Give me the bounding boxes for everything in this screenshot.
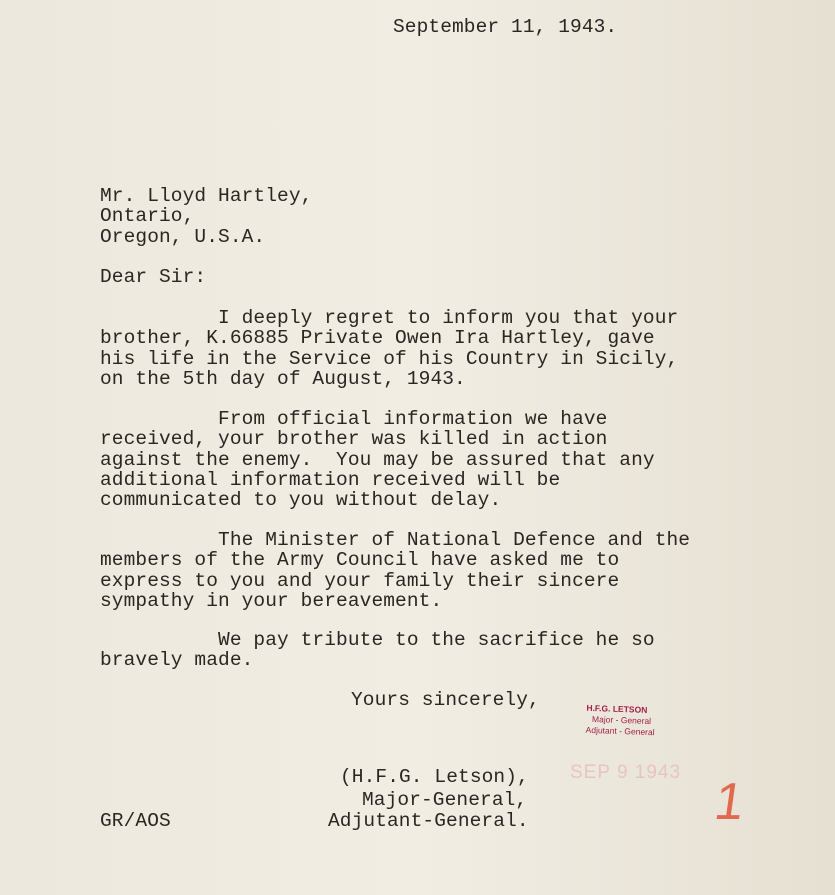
text-line: on the 5th day of August, 1943. [100,367,466,390]
signatory-title: Adjutant-General. [328,810,529,832]
text-line: members of the Army Council have asked me to [100,549,620,572]
text-line: bravely made. [100,649,254,672]
stamp-line: Major - General [591,714,652,727]
signature-stamp [585,703,655,738]
text-line: communicated to you without delay. [100,489,502,512]
text-line: I deeply regret to inform you that your [100,307,679,329]
paragraph-1 [100,308,678,389]
received-stamp: SEP 9 1943 [570,762,682,783]
reference-code: GR/AOS [100,810,171,832]
text-line: additional information received will be [100,468,561,491]
stamp-line: Adjutant - General [585,724,655,738]
text-line: his life in the Service of his Country in Sicily, [100,347,679,370]
text-line: against the enemy. You may be assured that any [100,448,655,471]
text-line: The Minister of National Defence and the [100,529,691,551]
text-line: received, your brother was killed in action [100,428,608,451]
signatory-name: (H.F.G. Letson), [340,766,529,788]
closing: Yours sincerely, [351,689,540,711]
letter-date: September 11, 1943. [393,16,618,38]
address-line: Ontario, [100,205,195,228]
salutation: Dear Sir: [100,266,207,288]
text-line: express to you and your family their sincere [100,569,620,592]
text-line: From official information we have [100,408,608,430]
address-line: Mr. Lloyd Hartley, [100,185,313,207]
stamp-line: H.F.G. LETSON [586,702,648,715]
text-line: sympathy in your bereavement. [100,589,443,612]
paragraph-4 [100,630,655,671]
text-line: We pay tribute to the sacrifice he so [100,629,655,651]
paragraph-3 [100,530,690,611]
recipient-address [100,186,312,247]
paragraph-2 [100,409,655,510]
signatory-rank: Major-General, [362,789,528,811]
text-line: brother, K.66885 Private Owen Ira Hartley, gave [100,327,655,350]
address-line: Oregon, U.S.A. [100,225,266,248]
page-mark: 1 [710,773,748,831]
